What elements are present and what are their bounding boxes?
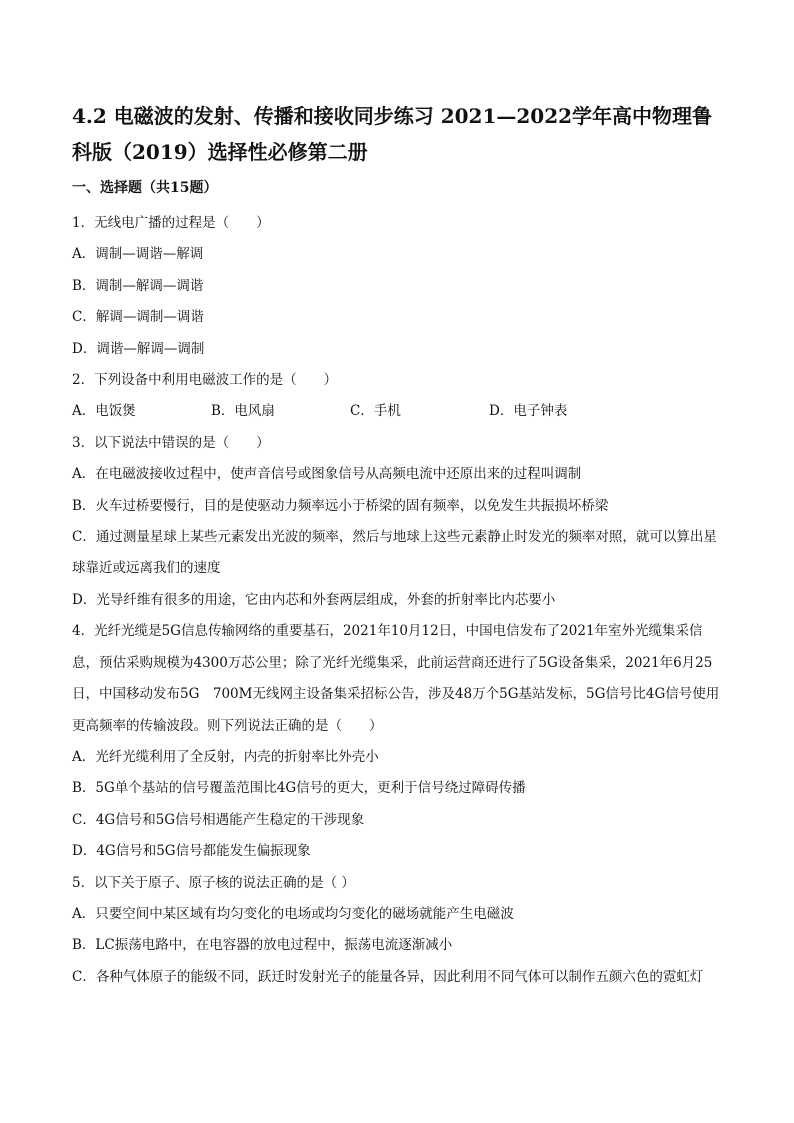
option-b: B．火车过桥要慢行，目的是使驱动力频率远小于桥梁的固有频率，以免发生共振损坏桥梁 [72,497,609,514]
option-a: A．光纤光缆利用了全反射，内壳的折射率比外壳小 [72,748,379,765]
option-d: D．电子钟表 [489,403,568,420]
document-page [72,98,722,993]
question-2 [72,365,722,428]
option-b: B．调制—解调—调谐 [72,277,204,294]
option-c: C．4G信号和5G信号相遇能产生稳定的干涉现象 [72,811,365,828]
option-a: A．在电磁波接收过程中，使声音信号或图象信号从高频电流中还原出来的过程叫调制 [72,466,582,483]
option-c: C．各种气体原子的能级不同，跃迁时发射光子的能量各异，因此利用不同气体可以制作五颜六色的霓虹灯 [72,968,704,985]
option-b: B．LC振荡电路中，在电容器的放电过程中，振荡电流逐渐减小 [72,937,453,954]
question-stem: 1．无线电广播的过程是（ ） [72,215,270,231]
option-c: C．手机 [350,403,401,420]
option-a: A．只要空间中某区域有均匀变化的电场或均匀变化的磁场就能产生电磁波 [72,905,514,922]
question-stem: 3．以下说法中错误的是（ ） [72,434,270,451]
options-row [72,396,722,427]
option-c: C．解调—调制—调谐 [72,309,204,326]
option-d: D．光导纤维有很多的用途，它由内芯和外套两层组成，外套的折射率比内芯要小 [72,591,556,608]
question-4 [72,616,722,867]
option-d: D．调谐—解调—调制 [72,340,205,357]
option-b: B．5G单个基站的信号覆盖范围比4G信号的更大，更利于信号绕过障碍传播 [72,780,526,797]
document-title: 4.2 电磁波的发射、传播和接收同步练习 2021—2022学年高中物理鲁科版（2019）选择性必修第二册 [72,104,713,164]
option-b: B．电风扇 [211,403,275,420]
option-a: A．电饭煲 [72,403,136,420]
question-stem: 2．下列设备中利用电磁波工作的是（ ） [72,372,338,389]
question-5 [72,868,722,994]
section-heading: 一、选择题（共15题） [72,180,218,196]
option-a: A．调制—调谐—解调 [72,246,204,263]
question-1 [72,208,722,365]
question-3 [72,428,722,616]
question-stem: 4．光纤光缆是5G信息传输网络的重要基石，2021年10月12日，中国电信发布了2021年室外光缆集采信息，预估采购规模为4300万芯公里；除了光纤光缆集采，此前运营商还进行了5G设备集采，2021年6月25日，中国移动发布5G 700M无线网主设备集采招标公告，涉及48万个5G基站发标，5G信号比4G信号使用更高频率的传输波段。则下列说法正确的是（ ） [72,623,720,734]
option-c: C．通过测量星球上某些元素发出光波的频率，然后与地球上这些元素静止时发光的频率对照，就可以算出星球靠近或远离我们的速度 [72,529,717,577]
option-d: D．4G信号和5G信号都能发生偏振现象 [72,843,311,860]
question-stem: 5．以下关于原子、原子核的说法正确的是（ ） [72,874,355,891]
